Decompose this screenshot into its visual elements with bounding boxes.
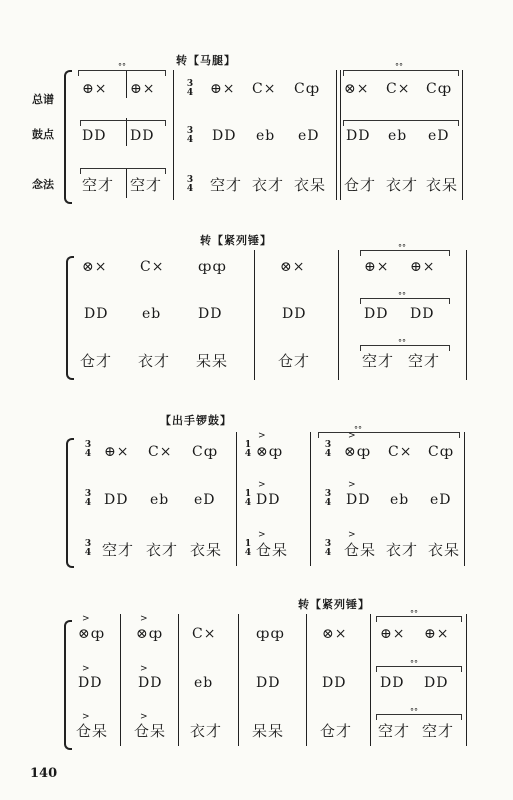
note: ⊗ȹ (256, 444, 284, 460)
note: C× (140, 259, 165, 275)
time-signature: 1 4 (244, 440, 252, 459)
accent-mark: > (258, 431, 266, 441)
bar-line (178, 614, 179, 746)
time-signature: 3 4 (84, 440, 92, 459)
syllable: 空才 (130, 176, 163, 194)
syllable: 仓呆 (344, 541, 377, 559)
repeat-dots: °° (410, 659, 418, 668)
accent-mark: > (258, 530, 266, 540)
repeat-bracket (376, 616, 462, 622)
note: DD (78, 675, 103, 691)
syllable: 衣才 (386, 176, 419, 194)
repeat-dots: °° (398, 338, 406, 347)
note: ⊕× (130, 81, 156, 97)
note: DD (138, 675, 163, 691)
syllable: 衣呆 (190, 541, 223, 559)
note: DD (130, 128, 155, 144)
note: ⊕× (410, 259, 436, 275)
note: ⊕× (104, 444, 130, 460)
note: ⊕× (210, 81, 236, 97)
note: DD (256, 492, 281, 508)
bar-line (370, 614, 371, 746)
system-brace (66, 438, 74, 568)
syllable: 仓呆 (134, 722, 167, 740)
repeat-dots: °° (398, 291, 406, 300)
section-2-title: 转【紧列锤】 (200, 234, 272, 247)
note: ⊗× (344, 81, 370, 97)
note: DD (256, 675, 281, 691)
bar-line (254, 250, 255, 380)
note: DD (346, 492, 371, 508)
repeat-bracket (80, 120, 166, 126)
bar-line (338, 250, 339, 380)
note: eD (428, 128, 450, 144)
syllable: 仓才 (320, 722, 353, 740)
accent-mark: > (82, 664, 90, 674)
accent-mark: > (348, 431, 356, 441)
accent-mark: > (140, 664, 148, 674)
note: DD (380, 675, 405, 691)
note: ȹȹ (198, 259, 227, 275)
note: ⊕× (380, 626, 406, 642)
accent-mark: > (82, 712, 90, 722)
time-signature: 3 4 (84, 539, 92, 558)
bar-line (236, 432, 237, 566)
note: eb (256, 128, 276, 144)
note: ⊕× (82, 81, 108, 97)
note: C× (148, 444, 173, 460)
syllable: 空才 (210, 176, 243, 194)
note: C× (388, 444, 413, 460)
note: ⊗ȹ (78, 626, 106, 642)
note: eb (142, 306, 162, 322)
bar-line (120, 614, 121, 746)
time-signature: 3 4 (324, 489, 332, 508)
note: DD (82, 128, 107, 144)
bar-line (336, 70, 337, 200)
page-number: 140 (30, 766, 58, 781)
accent-mark: > (258, 480, 266, 490)
repeat-dots: °° (398, 243, 406, 252)
syllable: 衣呆 (426, 176, 459, 194)
syllable: 衣呆 (294, 176, 327, 194)
note: DD (364, 306, 389, 322)
section-4-title: 转【紧列锤】 (298, 598, 370, 611)
bar-line (340, 70, 341, 200)
note: eD (430, 492, 452, 508)
note: ⊗× (82, 259, 108, 275)
note: DD (322, 675, 347, 691)
time-signature: 3 4 (186, 126, 194, 145)
note: C× (192, 626, 217, 642)
note: Cȹ (428, 444, 455, 460)
time-signature: 1 4 (244, 489, 252, 508)
bar-line (310, 432, 311, 566)
syllable: 衣才 (190, 722, 223, 740)
accent-mark: > (140, 614, 148, 624)
note: ⊗ȹ (344, 444, 372, 460)
row-label-score: 总谱 (32, 93, 54, 106)
syllable: 空才 (422, 722, 455, 740)
syllable: 衣才 (386, 541, 419, 559)
syllable: 呆呆 (252, 722, 285, 740)
syllable: 仓才 (344, 176, 377, 194)
time-signature: 3 4 (186, 79, 194, 98)
note: eb (150, 492, 170, 508)
repeat-dots: °° (118, 62, 126, 71)
note: DD (104, 492, 129, 508)
note: C× (252, 81, 277, 97)
bar-line (466, 250, 467, 380)
note: DD (84, 306, 109, 322)
time-signature: 3 4 (84, 489, 92, 508)
note: C× (386, 81, 411, 97)
note: ȹȹ (256, 626, 285, 642)
bar-line (306, 614, 307, 746)
syllable: 衣才 (252, 176, 285, 194)
note: DD (410, 306, 435, 322)
syllable: 呆呆 (196, 352, 229, 370)
syllable: 空才 (102, 541, 135, 559)
repeat-bracket (376, 666, 462, 672)
note: Cȹ (192, 444, 219, 460)
system-brace (64, 620, 72, 750)
system-brace (66, 256, 74, 380)
note: ⊕× (424, 626, 450, 642)
note: ⊗ȹ (136, 626, 164, 642)
note: eb (388, 128, 408, 144)
syllable: 仓呆 (256, 541, 289, 559)
bar-line (466, 614, 467, 746)
repeat-dots: °° (410, 707, 418, 716)
time-signature: 3 4 (324, 440, 332, 459)
note: Cȹ (426, 81, 453, 97)
accent-mark: > (140, 712, 148, 722)
syllable: 衣才 (146, 541, 179, 559)
note: eD (298, 128, 320, 144)
note: ⊗× (322, 626, 348, 642)
row-label-recite: 念法 (32, 178, 54, 191)
repeat-bracket (376, 714, 462, 720)
note: DD (198, 306, 223, 322)
syllable: 仓呆 (76, 722, 109, 740)
note: ⊗× (280, 259, 306, 275)
syllable: 空才 (378, 722, 411, 740)
note: eD (194, 492, 216, 508)
time-signature: 1 4 (244, 539, 252, 558)
repeat-dots: °° (410, 609, 418, 618)
section-1-title: 转【马腿】 (176, 54, 236, 67)
note: DD (282, 306, 307, 322)
syllable: 衣呆 (428, 541, 461, 559)
section-3-title: 【出手锣鼓】 (160, 414, 232, 427)
bar-line (238, 614, 239, 746)
note: DD (424, 675, 449, 691)
repeat-bracket (80, 168, 166, 174)
repeat-dots: °° (395, 62, 403, 71)
accent-mark: > (348, 530, 356, 540)
syllable: 衣才 (138, 352, 171, 370)
row-label-drum: 鼓点 (32, 128, 54, 141)
note: eb (194, 675, 214, 691)
bar-line (462, 70, 463, 200)
note: DD (346, 128, 371, 144)
accent-mark: > (348, 480, 356, 490)
system-brace (64, 70, 72, 204)
bar-line (173, 70, 174, 200)
note: Cȹ (294, 81, 321, 97)
note: eb (390, 492, 410, 508)
accent-mark: > (82, 614, 90, 624)
syllable: 空才 (82, 176, 115, 194)
repeat-dots: °° (354, 425, 362, 434)
repeat-bracket (318, 432, 460, 438)
syllable: 仓才 (80, 352, 113, 370)
note: ⊕× (364, 259, 390, 275)
note: DD (212, 128, 237, 144)
time-signature: 3 4 (324, 539, 332, 558)
repeat-bracket (343, 120, 459, 126)
syllable: 空才 (408, 352, 441, 370)
syllable: 仓才 (278, 352, 311, 370)
time-signature: 3 4 (186, 175, 194, 194)
syllable: 空才 (362, 352, 395, 370)
bar-line (464, 432, 465, 566)
